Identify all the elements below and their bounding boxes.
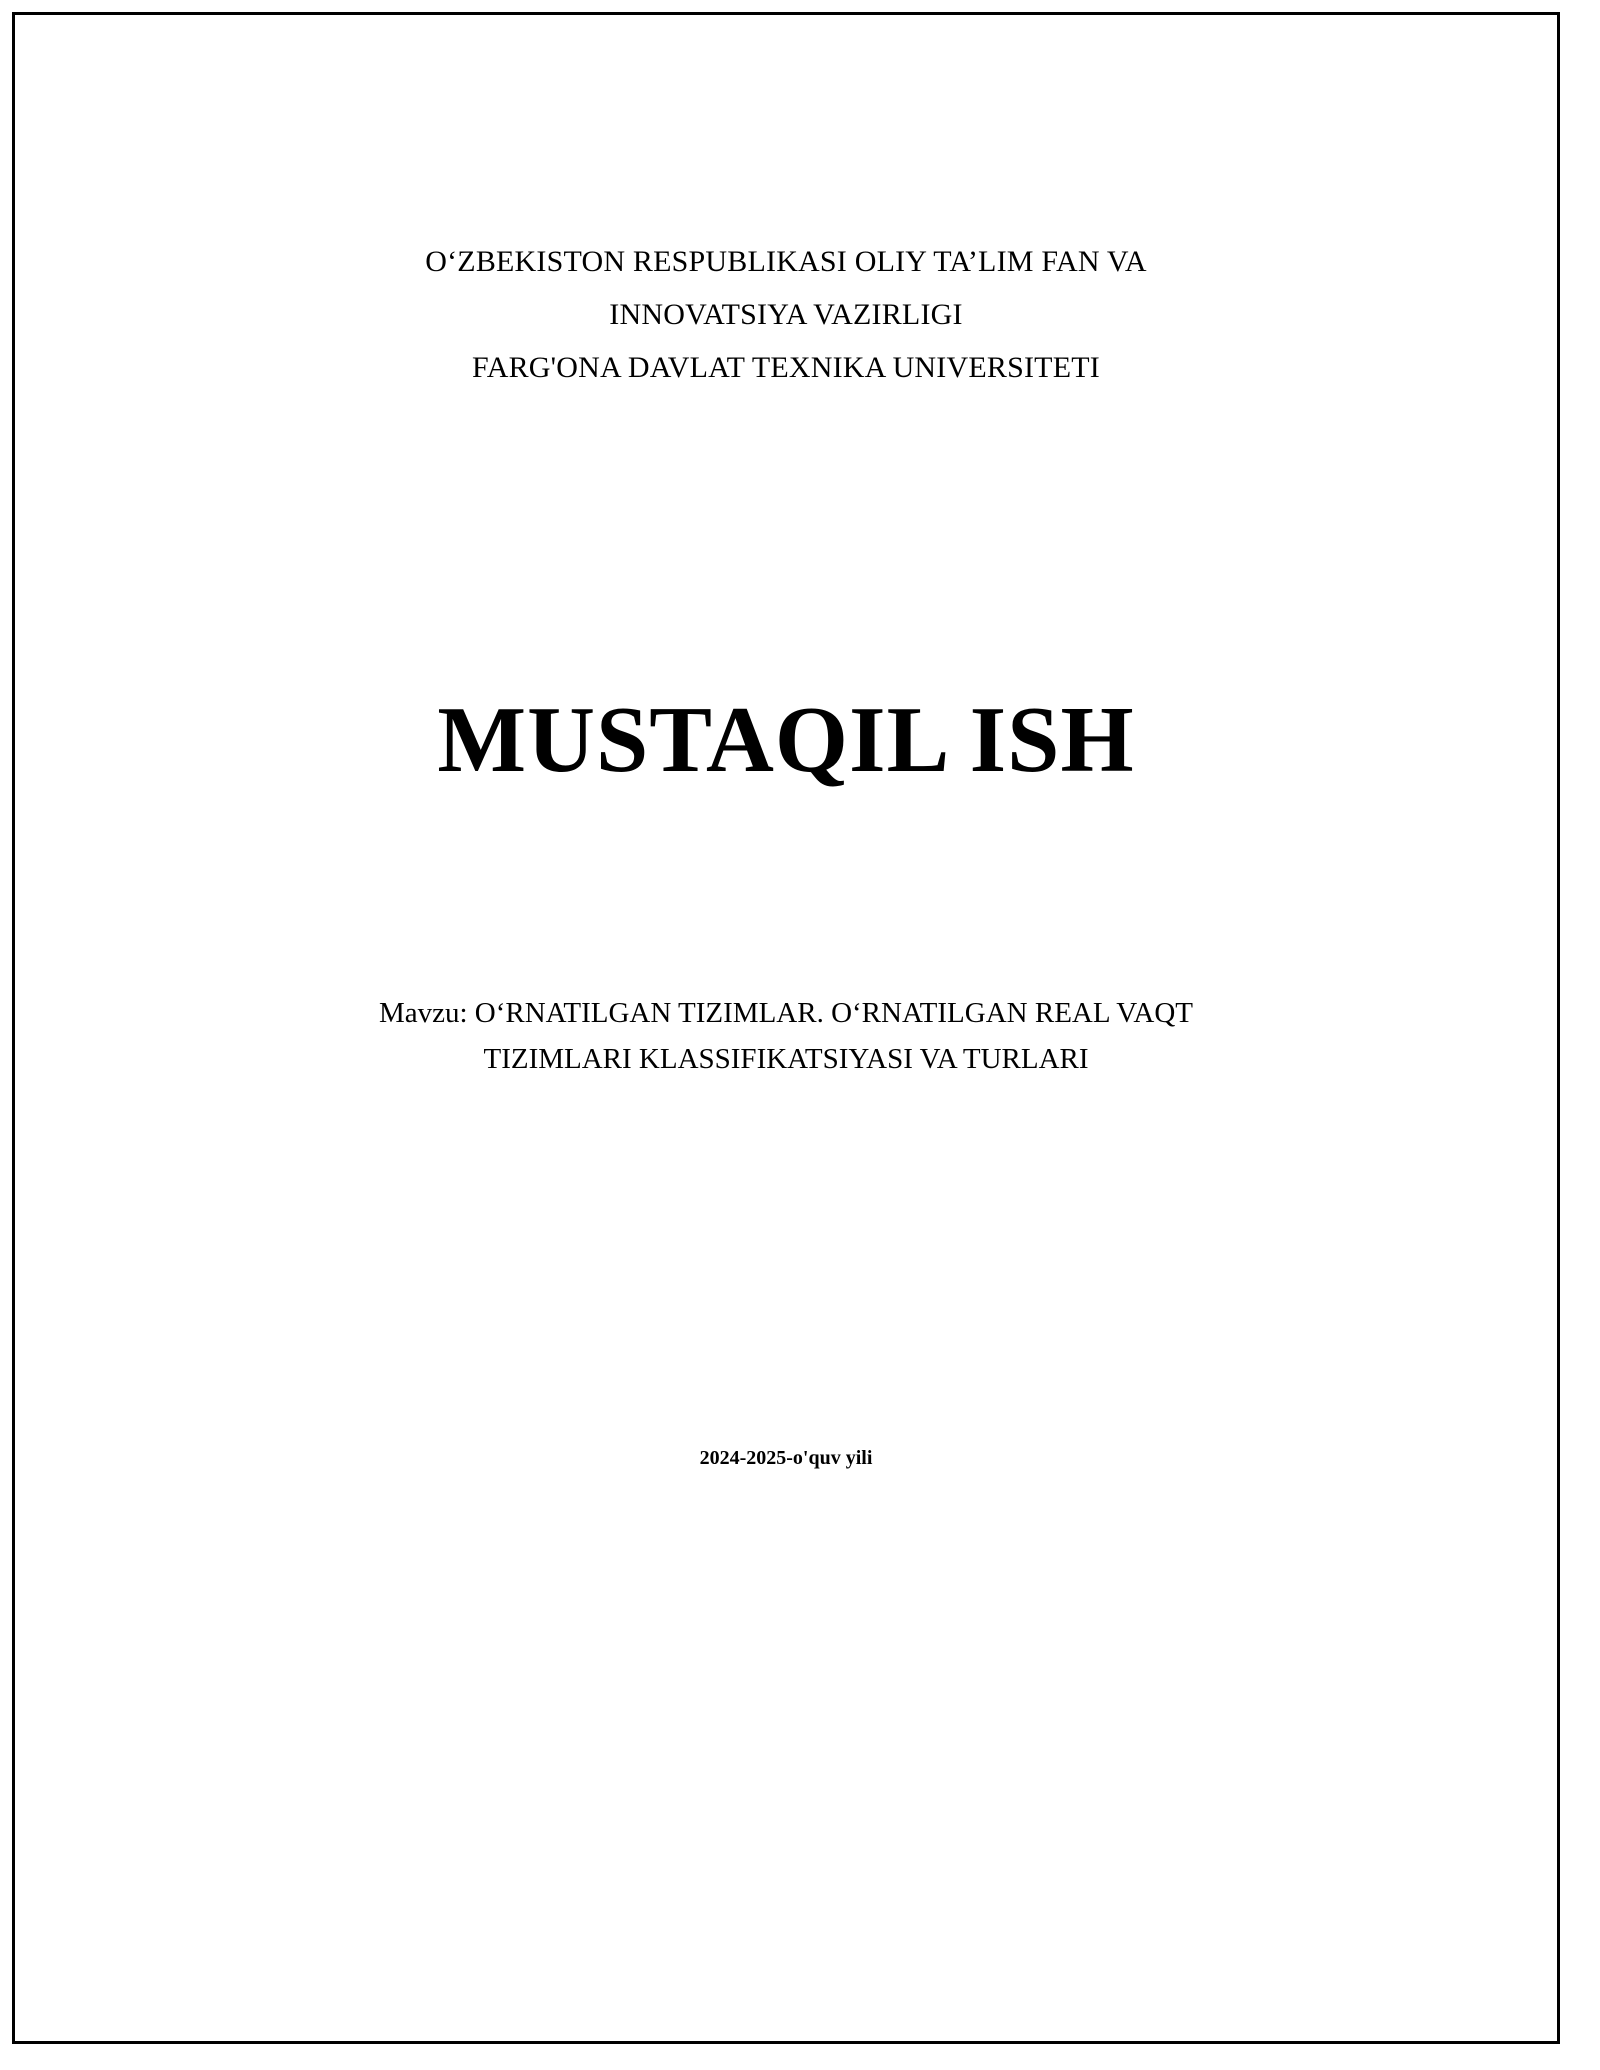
subject-line-1: Mavzu: O‘RNATILGAN TIZIMLAR. O‘RNATILGAN REAL VAQT [378,997,1194,1029]
university-name: FARG'ONA DAVLAT TEXNIKA UNIVERSITETI [472,351,1100,384]
ministry-header [15,235,1557,394]
page-title: MUSTAQIL ISH [437,688,1135,792]
ministry-line-2: INNOVATSIYA VAZIRLIGI [609,298,963,331]
document-title-block [15,685,1557,795]
subject-line-2: TIZIMLARI KLASSIFIKATSIYASI VA TURLARI [483,1043,1089,1075]
document-page [12,12,1560,2044]
page-content [15,15,1557,2041]
ministry-line-1: O‘ZBEKISTON RESPUBLIKASI OLIY TA’LIM FAN VA [425,245,1147,278]
subject-block [245,990,1327,1082]
academic-year-block [15,1445,1557,1471]
academic-year: 2024-2025-o'quv yili [699,1447,873,1469]
